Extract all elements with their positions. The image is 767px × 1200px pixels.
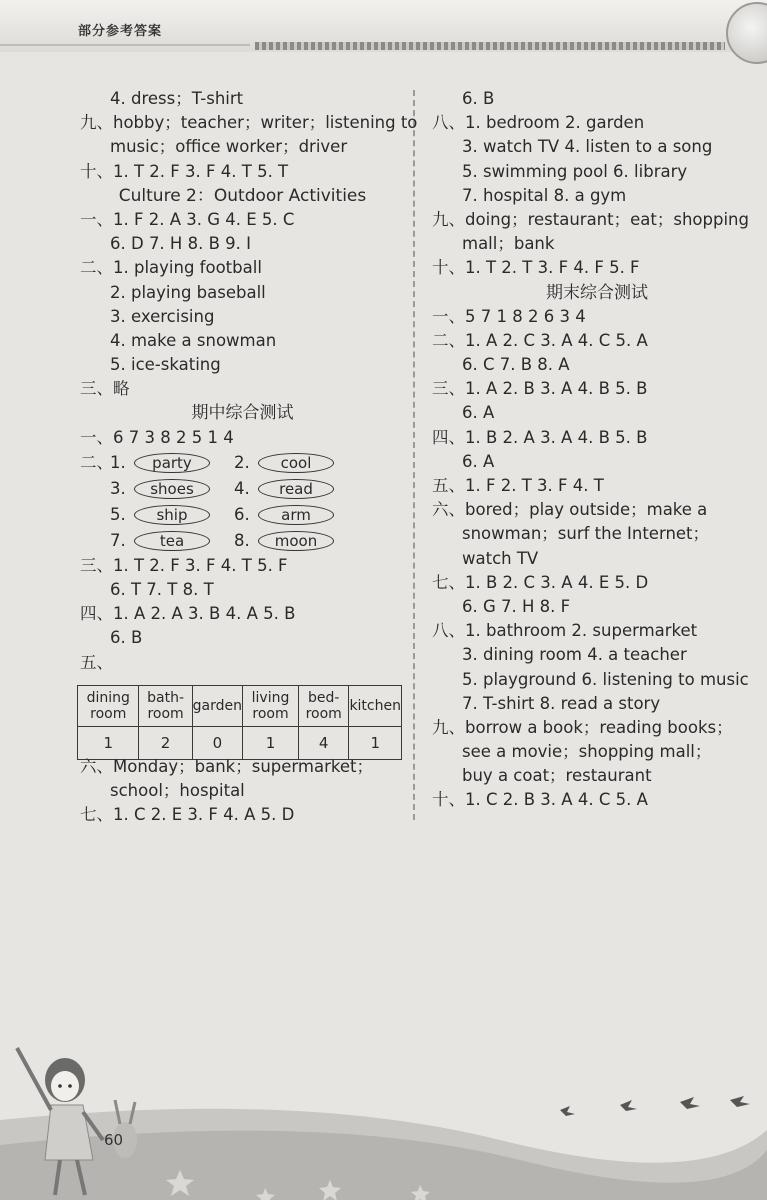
answer-line: 六、Monday；bank；supermarket； (80, 757, 373, 776)
answer-line: 6. G 7. H 8. F (462, 596, 571, 616)
answer-line: 六、bored；play outside；make a (432, 500, 708, 520)
item-number: 1. (110, 452, 126, 472)
answer-line: 一、5 7 1 8 2 6 3 4 (432, 306, 586, 326)
header-decorative-stripe (255, 42, 725, 50)
answer-line: 一、1. F 2. A 3. G 4. E 5. C (80, 209, 295, 229)
oval-answer-row (80, 502, 405, 528)
table-header-cell: dining room (78, 686, 139, 727)
item-number: 6. (234, 504, 250, 524)
answer-line: 3. dining room 4. a teacher (462, 645, 687, 665)
header-rule (0, 44, 250, 46)
answer-line: snowman；surf the Internet； (462, 524, 710, 544)
answer-line: 3. exercising (110, 306, 215, 326)
oval-answer-group (80, 450, 405, 554)
answer-line: 三、1. T 2. F 3. F 4. T 5. F (80, 555, 288, 575)
answer-line: 4. make a snowman (110, 330, 277, 350)
circled-word: ship (134, 505, 210, 525)
answer-line: 十、1. T 2. T 3. F 4. F 5. F (432, 258, 640, 278)
answer-line: see a movie；shopping mall； (462, 742, 712, 762)
answer-line: 三、略 (80, 379, 130, 399)
answer-line: 6. B (462, 89, 495, 108)
circled-word: moon (258, 531, 334, 551)
answer-line: 九、borrow a book；reading books； (432, 717, 733, 737)
table-header-cell: kitchen (349, 686, 402, 727)
oval-section-label: 二、 (80, 452, 113, 472)
item-number: 2. (234, 452, 250, 472)
answer-line: 3. watch TV 4. listen to a song (462, 137, 713, 157)
answer-line: 九、hobby；teacher；writer；listening to (80, 113, 418, 133)
table-value-cell: 4 (298, 727, 348, 760)
circled-word: cool (258, 453, 334, 473)
answer-line: music；office worker；driver (110, 137, 348, 157)
answer-line: 八、1. bedroom 2. garden (432, 113, 645, 133)
answer-line: 五、 (80, 652, 113, 672)
answer-line: 三、1. A 2. B 3. A 4. B 5. B (432, 379, 648, 399)
circled-word: read (258, 479, 334, 499)
left-answers-mid (80, 554, 405, 675)
item-number: 4. (234, 478, 250, 498)
circled-word: party (134, 453, 210, 473)
rooms-count-table (77, 685, 402, 760)
left-column (80, 87, 418, 675)
table-header-cell: living room (243, 686, 299, 727)
header-bar (0, 0, 767, 52)
section-heading: Culture 2：Outdoor Activities (118, 185, 367, 206)
table-value-cell: 0 (192, 727, 242, 760)
answer-line: 九、doing；restaurant；eat；shopping (432, 209, 749, 229)
answer-line: 7. hospital 8. a gym (462, 185, 627, 205)
answer-line: 五、1. F 2. T 3. F 4. T (432, 476, 604, 495)
left-answers-top (80, 87, 418, 450)
oval-answer-row (80, 476, 405, 502)
answer-line: 7. T-shirt 8. read a story (462, 693, 661, 713)
table-value-cell: 1 (243, 727, 299, 760)
answer-line: 6. T 7. T 8. T (110, 580, 214, 599)
answer-line: 二、1. A 2. C 3. A 4. C 5. A (432, 330, 648, 350)
answer-line: 一、6 7 3 8 2 5 1 4 (80, 427, 234, 447)
item-number: 5. (110, 504, 126, 524)
circled-word: arm (258, 505, 334, 525)
answer-line: 2. playing baseball (110, 282, 266, 302)
answer-line: buy a coat；restaurant (462, 766, 652, 786)
answer-line: 6. C 7. B 8. A (462, 355, 570, 375)
answer-line: 四、1. B 2. A 3. A 4. B 5. B (432, 427, 648, 447)
answer-line: 八、1. bathroom 2. supermarket (432, 621, 698, 641)
answer-line: 十、1. T 2. F 3. F 4. T 5. T (80, 161, 289, 181)
answer-line: 5. ice-skating (110, 355, 221, 375)
answer-line: 6. B (110, 628, 143, 648)
answer-line: 6. A (462, 403, 495, 423)
table-header-row (78, 686, 402, 727)
oval-answer-row (80, 450, 405, 476)
answer-line: 6. D 7. H 8. B 9. I (110, 234, 251, 254)
answer-line: 二、1. playing football (80, 258, 262, 278)
page-header-title: 部分参考答案 (78, 24, 163, 39)
oval-answer-row (80, 528, 405, 554)
section-heading: 期末综合测试 (546, 282, 648, 303)
circled-word: shoes (134, 479, 210, 499)
table-value-cell: 1 (78, 727, 139, 760)
answer-line: 5. swimming pool 6. library (462, 161, 688, 181)
answer-line: 七、1. C 2. E 3. F 4. A 5. D (80, 805, 295, 825)
table-value-cell: 2 (139, 727, 192, 760)
left-answers-bottom (80, 755, 405, 828)
column-divider (413, 90, 415, 820)
answer-line: watch TV (462, 548, 539, 568)
girl-illustration (5, 1020, 155, 1200)
table-value-cell: 1 (349, 727, 402, 760)
answer-line: 5. playground 6. listening to music (462, 669, 749, 689)
item-number: 8. (234, 530, 250, 550)
page-number: 60 (104, 1131, 124, 1149)
answer-line: mall；bank (462, 234, 555, 254)
circled-word: tea (134, 531, 210, 551)
answer-line: school；hospital (110, 781, 245, 801)
answer-line: 四、1. A 2. A 3. B 4. A 5. B (80, 604, 296, 624)
answer-line: 十、1. C 2. B 3. A 4. C 5. A (432, 790, 648, 810)
answer-line: 6. A (462, 451, 495, 471)
item-number: 7. (110, 530, 126, 550)
table-header-cell: garden (192, 686, 242, 727)
right-column (432, 87, 762, 813)
item-number: 3. (110, 478, 126, 498)
answer-line: 4. dress；T-shirt (110, 89, 244, 108)
table-header-cell: bath-room (139, 686, 192, 727)
header-circle-ornament (726, 2, 767, 64)
table-header-cell: bed-room (298, 686, 348, 727)
section-heading: 期中综合测试 (191, 403, 294, 424)
answer-line: 七、1. B 2. C 3. A 4. E 5. D (432, 572, 649, 592)
